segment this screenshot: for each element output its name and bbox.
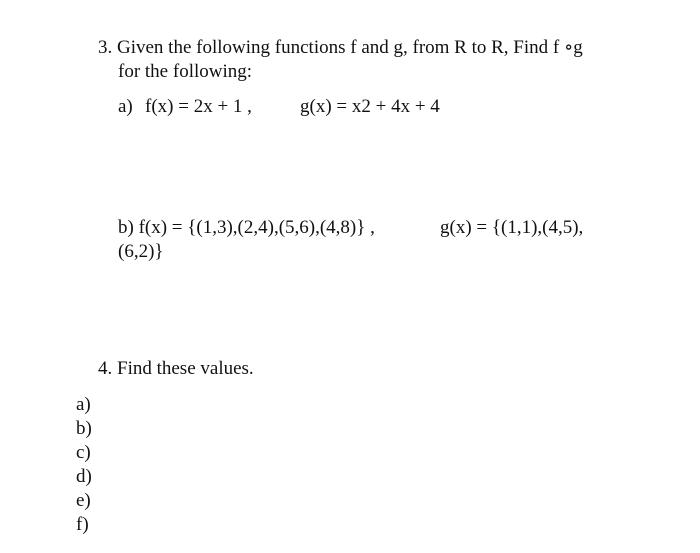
part-a-label: a) bbox=[118, 96, 133, 117]
question-3-prompt-line-1: 3. Given the following functions f and g, from R to R, Find f ∘g bbox=[98, 37, 583, 58]
part-a-f-definition: f(x) = 2x + 1 , bbox=[145, 96, 252, 117]
list-item: a) bbox=[76, 394, 91, 415]
question-4-title: 4. Find these values. bbox=[98, 358, 254, 379]
part-a-g-definition: g(x) = x2 + 4x + 4 bbox=[300, 96, 440, 117]
list-item: f) bbox=[76, 514, 89, 535]
question-3-prompt-line-2: for the following: bbox=[118, 61, 253, 82]
part-b-g-definition: g(x) = {(1,1),(4,5), bbox=[440, 217, 584, 238]
list-item: c) bbox=[76, 442, 91, 463]
list-item: e) bbox=[76, 490, 91, 511]
question-4-answer-list bbox=[76, 393, 92, 537]
list-item: b) bbox=[76, 418, 92, 439]
part-b-g-continuation: (6,2)} bbox=[118, 241, 164, 262]
list-item: d) bbox=[76, 466, 92, 487]
part-b-f-definition: b) f(x) = {(1,3),(2,4),(5,6),(4,8)} , bbox=[118, 217, 375, 238]
